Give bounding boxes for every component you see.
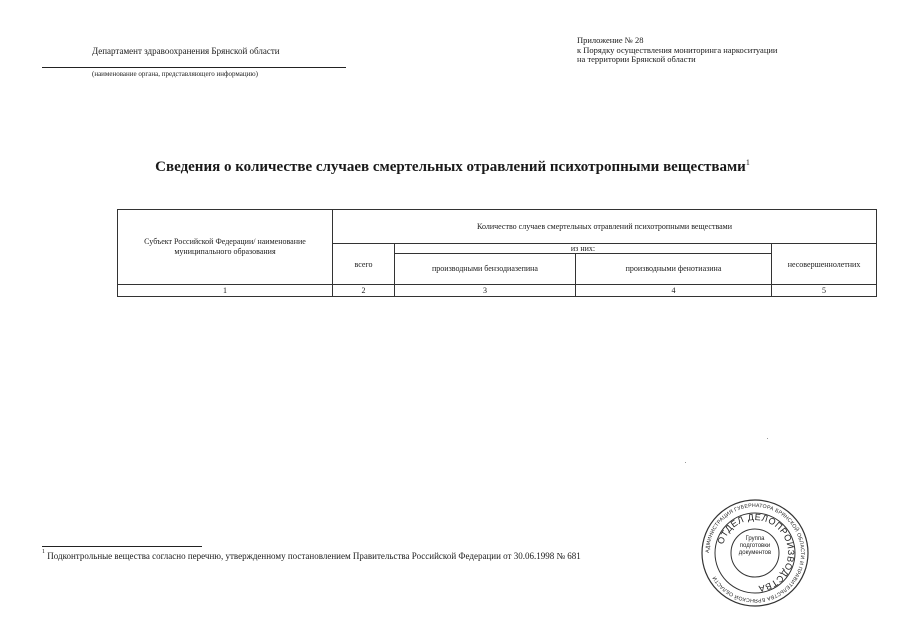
column-number-3: 3 [395,285,576,297]
document-title [0,159,905,176]
svg-text:АДМИНИСТРАЦИЯ ГУБЕРНАТОРА БРЯН: АДМИНИСТРАЦИЯ ГУБЕРНАТОРА БРЯНСКОЙ ОБЛАСТИ И ПРАВИТЕЛЬСТВА БРЯНСКОЙ ОБЛАСТИ [704,502,806,604]
department-caption: (наименование органа, представляющего информацию) [92,70,258,78]
footnote-text: Подконтрольные вещества согласно перечню, утвержденному постановлением Правительства Российской Федерации от 30.06.1998 № 681 [47,551,581,561]
appendix-block [577,36,777,65]
header-phenothiazine: производными фенотиазина [576,254,772,285]
department-name: Департамент здравоохранения Брянской области [92,46,280,56]
official-stamp [700,498,810,608]
appendix-line-1: Приложение № 28 [577,35,644,45]
stamp-center-line-3: документов [738,550,772,556]
header-benzodiazepine: производными бензодиазепина [395,254,576,285]
header-count-group: Количество случаев смертельных отравлений психотропными веществами [333,210,877,244]
title-footnote-mark: 1 [745,158,750,167]
footnote [42,551,581,561]
title-text: Сведения о количестве случаев смертельных отравлений психотропными веществами [155,159,746,175]
column-number-4: 4 [576,285,772,297]
footnote-mark: 1 [42,549,45,555]
appendix-line-2: к Порядку осуществления мониторинга наркоситуации [577,44,778,55]
column-number-1: 1 [118,285,333,297]
scan-speck [685,462,686,463]
stamp-center-line-2: подготовки [739,543,771,549]
svg-text:ОТДЕЛ ДЕЛОПРОИЗВОДСТВА: ОТДЕЛ ДЕЛОПРОИЗВОДСТВА [715,511,797,594]
stamp-center-line-1: Группа [745,536,765,542]
report-table [117,209,877,297]
header-of-them: из них: [395,244,772,254]
footnote-rule [42,546,202,547]
appendix-line-3: на территории Брянской области [577,54,696,64]
header-minors: несовершеннолетних [772,244,877,285]
header-subject: Субъект Российской Федерации/ наименование муниципального образования [118,210,333,285]
header-total: всего [333,244,395,285]
column-number-5: 5 [772,285,877,297]
scan-speck [767,438,768,439]
column-number-2: 2 [333,285,395,297]
stamp-center [738,536,772,557]
department-underline [42,67,346,68]
